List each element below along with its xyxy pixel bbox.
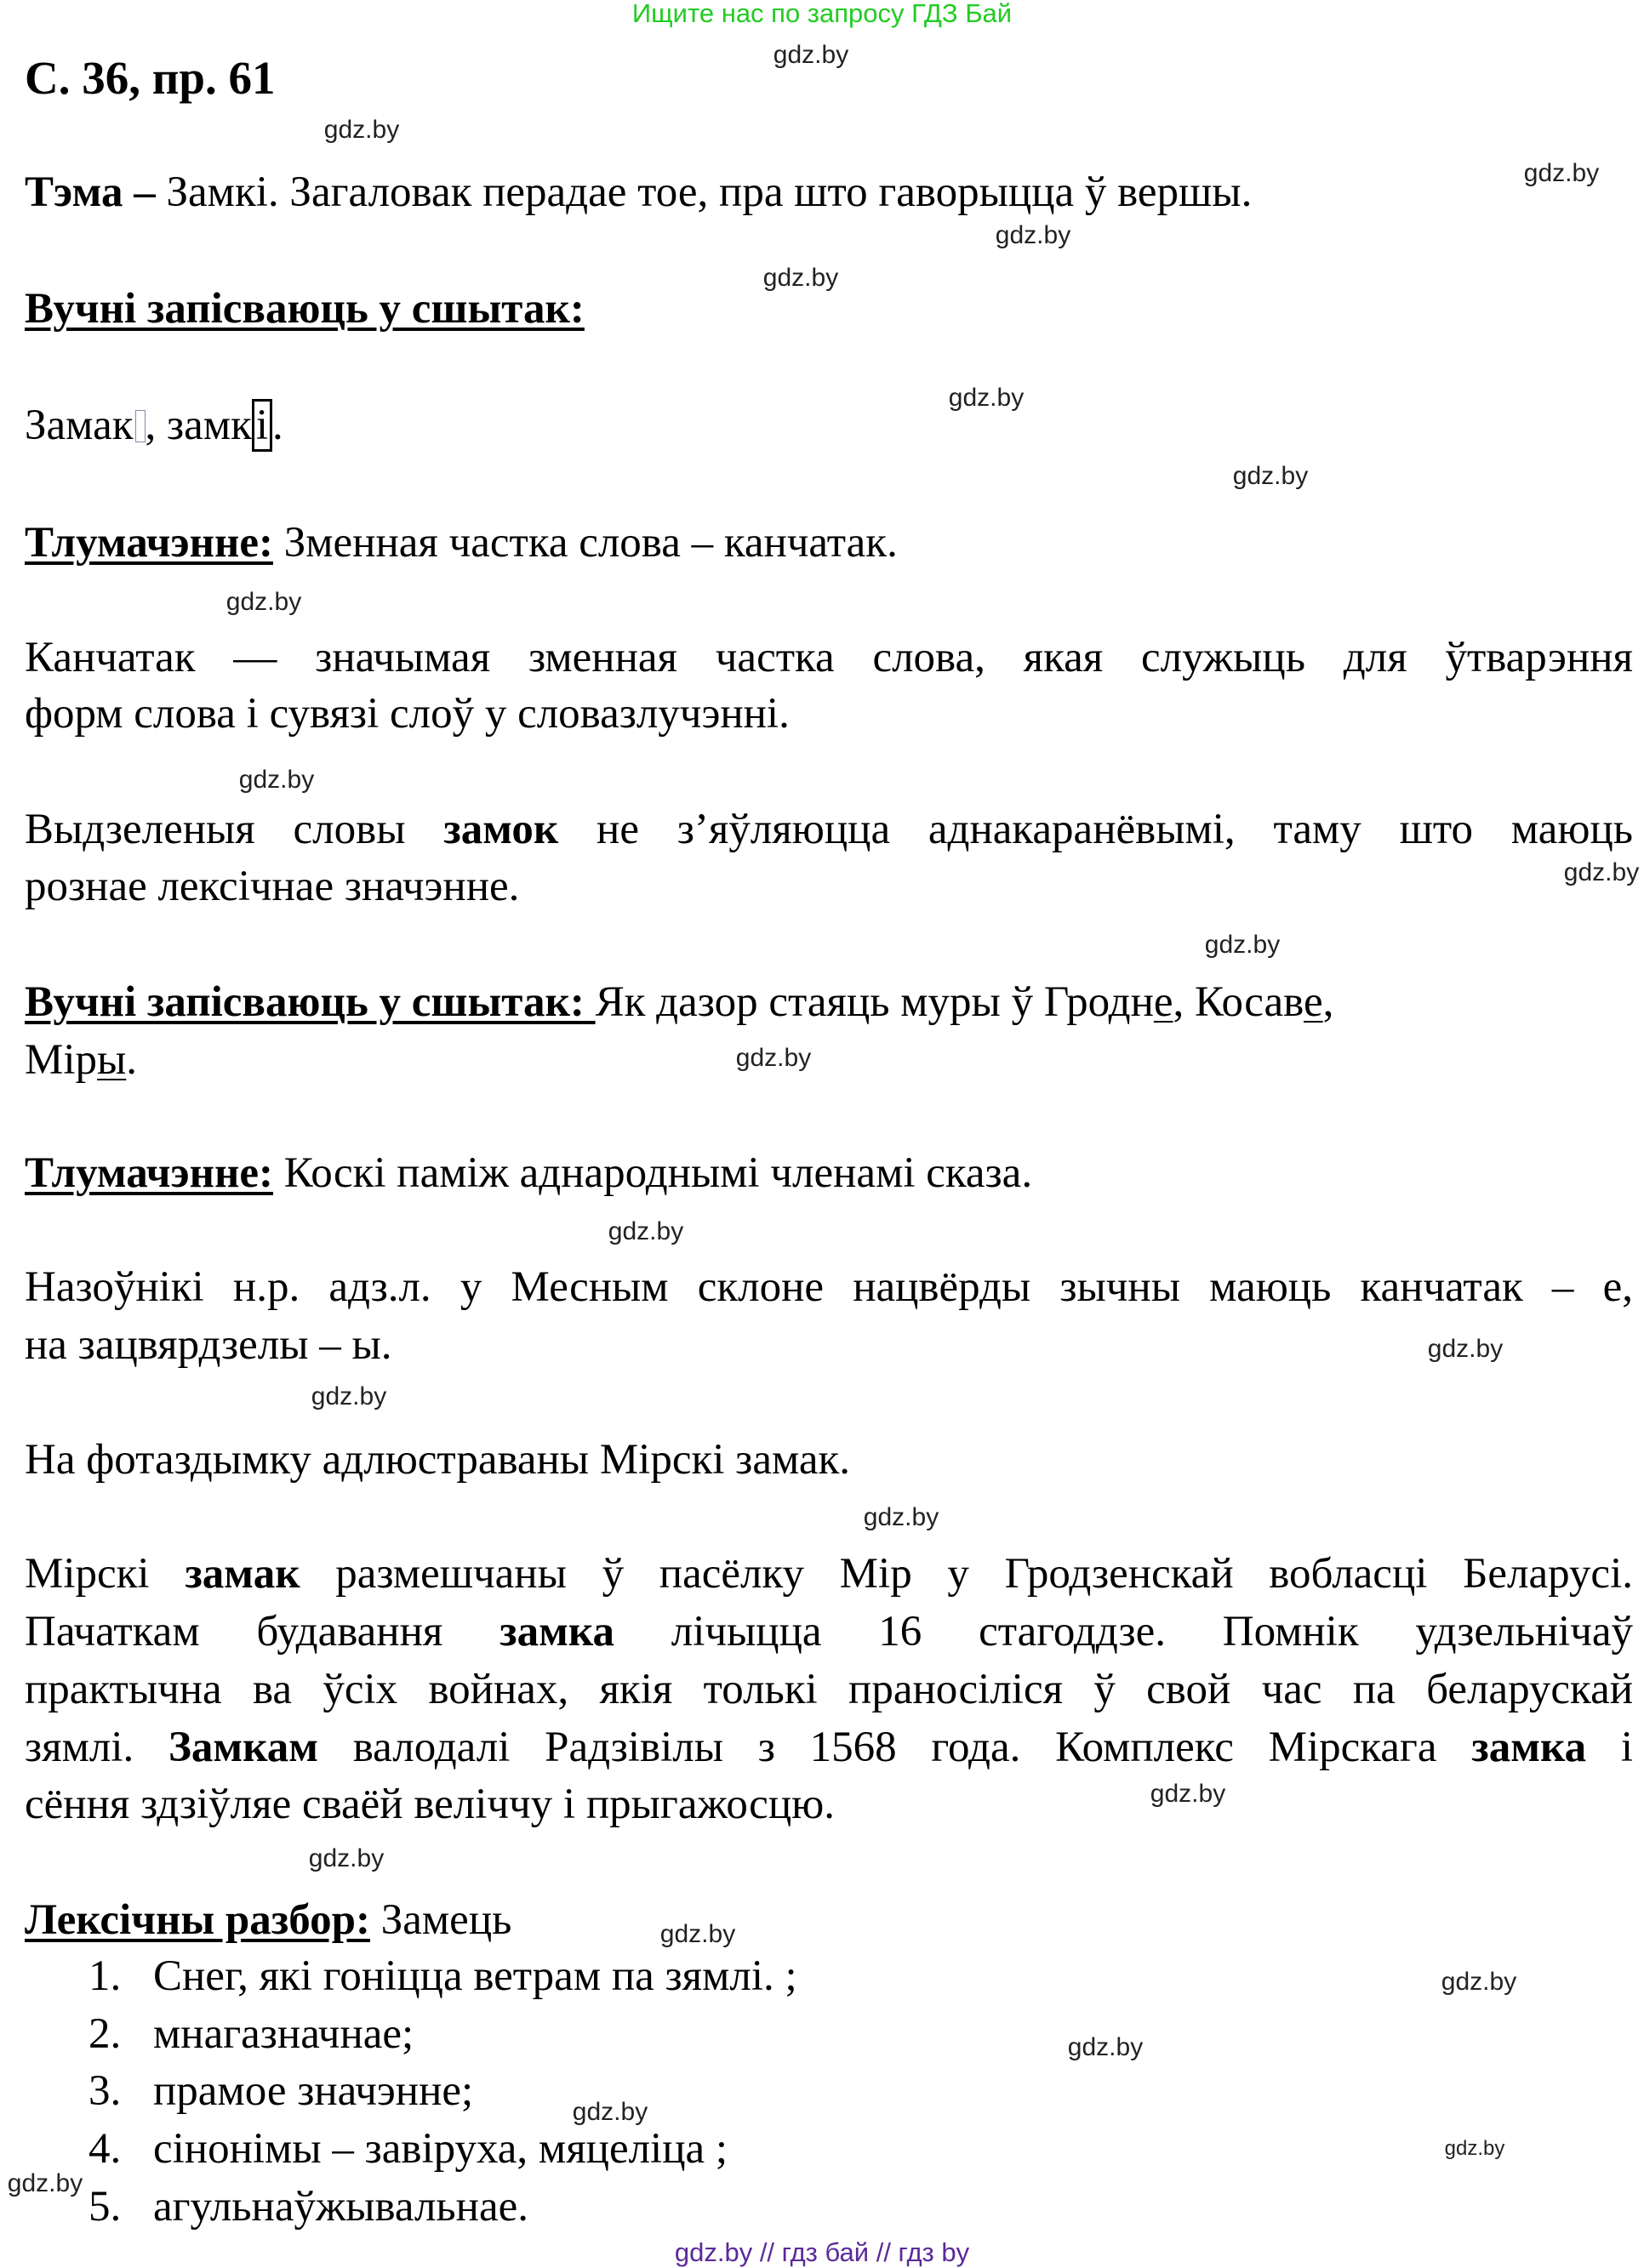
lexical-word: Замець — [369, 1896, 512, 1944]
list-item — [88, 2062, 473, 2120]
watermark: gdz.by — [735, 1044, 812, 1072]
watermark: gdz.by — [1427, 1335, 1504, 1363]
explanation-text: Коскі паміж аднароднымі членамі сказа. — [272, 1149, 1033, 1197]
page-title: С. 36, пр. 61 — [25, 52, 276, 104]
explanation-label: Тлумачэнне: — [25, 519, 273, 567]
watermark: gdz.by — [773, 41, 849, 69]
word-dot: . — [272, 402, 283, 449]
noun-line-1: Назоўнікі н.р. адз.л. у Месным склоне нацвёрды зычны маюць канчатак – е, — [25, 1263, 1633, 1311]
theme-text: Замкі. Загаловак перадае тое, пра што гаворыцца ў вершы. — [155, 168, 1253, 216]
text: зямлі. — [25, 1724, 168, 1771]
text: Як дазор стаяць муры ў Гродн — [595, 978, 1154, 1026]
list-item — [88, 2178, 528, 2236]
lexical-label: Лексічны разбор: — [25, 1896, 370, 1944]
theme-line — [25, 163, 1633, 221]
text: размешчаны ў пасёлку Мір у Гродзенскай вобласці Беларусі. — [300, 1550, 1633, 1598]
list-text: Снег, які гоніцца ветрам па зямлі. ; — [153, 1952, 797, 2000]
bold-word: замка — [499, 1608, 614, 1655]
watermark: gdz.by — [1232, 462, 1309, 490]
text: , — [1322, 978, 1334, 1026]
list-text: прамое значэнне; — [153, 2067, 474, 2115]
watermark: gdz.by — [948, 384, 1025, 412]
watermark: gdz.by — [762, 264, 839, 292]
word-zamak: Замак — [25, 402, 134, 449]
watermark: gdz.by — [311, 1382, 387, 1410]
watermark: gdz.by — [659, 1920, 736, 1948]
mir-line-3: практычна ва ўсіх войнах, якія толькі праносіліся ў свой час па беларускай — [25, 1666, 1633, 1713]
list-item — [88, 2005, 414, 2063]
text: , Косав — [1173, 978, 1304, 1026]
watermark: gdz.by — [995, 221, 1071, 249]
word-zamki: , замк — [145, 402, 252, 449]
highlight-line-2: рознае лексічнае значэнне. — [25, 863, 520, 910]
watermark: gdz.by — [1563, 858, 1640, 886]
watermark: gdz.by — [225, 588, 302, 616]
text: Пачаткам будавання — [25, 1608, 500, 1655]
empty-ending-box — [135, 410, 146, 442]
mir-line-4 — [25, 1718, 1633, 1776]
text: не з’яўляюцца аднакаранёвымі, таму што маюць — [558, 806, 1633, 853]
text: і — [1586, 1724, 1634, 1771]
explanation-label: Тлумачэнне: — [25, 1149, 273, 1197]
watermark: gdz.by — [863, 1503, 939, 1531]
explanation-1 — [25, 514, 1633, 572]
footer-links[interactable]: gdz.by // гдз бай // гдз by — [674, 2237, 970, 2267]
list-item — [88, 1947, 797, 2005]
photo-caption: На фотаздымку адлюстраваны Мірскі замак. — [25, 1436, 851, 1484]
text: лічыцца 16 стагоддзе. Помнік удзельнічаў — [614, 1608, 1634, 1655]
watermark: gdz.by — [7, 2169, 83, 2197]
definition-line-2: форм слова і сувязі слоў у словазлучэнні. — [25, 690, 790, 738]
top-banner-link[interactable]: Ищите нас по запросу ГДЗ Бай — [631, 0, 1013, 28]
heading-notebook-1-text: Вучні запісваюць у сшытак: — [25, 285, 585, 333]
watermark: gdz.by — [1067, 2033, 1144, 2061]
underlined-ending: ы — [97, 1036, 127, 1084]
explanation-text: Зменная частка слова – канчатак. — [272, 519, 898, 567]
watermark: gdz.by — [308, 1844, 385, 1872]
mir-line-1 — [25, 1545, 1633, 1603]
list-text: сінонімы – завіруха, мяцеліца ; — [153, 2125, 728, 2173]
bold-word: замак — [185, 1550, 300, 1598]
heading-notebook-2-label: Вучні запісваюць у сшытак: — [25, 978, 596, 1026]
list-number: 5. — [88, 2183, 122, 2231]
watermark: gdz.by — [323, 116, 400, 144]
watermark: gdz.by — [1523, 159, 1600, 187]
mir-line-2 — [25, 1603, 1633, 1661]
text: Мірскі — [25, 1550, 186, 1598]
list-number: 3. — [88, 2067, 122, 2115]
text: Мір — [25, 1036, 98, 1084]
watermark: gdz.by — [608, 1217, 684, 1245]
heading-notebook-2 — [25, 973, 1633, 1031]
word-forms — [25, 396, 1633, 454]
underlined-ending: е — [1303, 978, 1323, 1026]
mir-line-5: сёння здзіўляе сваёй веліччу і прыгажосцю. — [25, 1781, 835, 1828]
definition-line-1: Канчатак — значымая зменная частка слова, якая служыць для ўтварэння — [25, 634, 1633, 681]
underlined-ending: е — [1153, 978, 1173, 1026]
bold-word: Замкам — [168, 1724, 319, 1771]
text: валодалі Радзівілы з 1568 года. Комплекс Мірскага — [318, 1724, 1472, 1771]
text: Выдзеленыя словы — [25, 806, 444, 853]
highlight-line-1 — [25, 801, 1633, 858]
list-number: 1. — [88, 1952, 122, 2000]
watermark: gdz.by — [572, 2098, 648, 2126]
bold-word: замок — [443, 806, 559, 853]
watermark: gdz.by — [1150, 1780, 1226, 1808]
watermark: gdz.by — [238, 766, 315, 794]
watermark: gdz.by — [1204, 931, 1281, 959]
list-text: агульнаўжывальнае. — [153, 2183, 528, 2231]
list-text: мнагазначнае; — [153, 2010, 414, 2058]
noun-line-2: на зацвярдзелы – ы. — [25, 1321, 392, 1369]
text: . — [126, 1036, 138, 1084]
theme-label: Тэма – — [25, 168, 156, 216]
list-number: 2. — [88, 2010, 122, 2058]
list-item — [88, 2120, 728, 2178]
watermark: gdz.by — [1444, 2137, 1505, 2160]
ending-box: і — [252, 399, 272, 452]
list-number: 4. — [88, 2125, 122, 2173]
lexical-heading — [25, 1891, 1633, 1949]
heading-notebook-2-cont — [25, 1031, 1633, 1089]
watermark: gdz.by — [1441, 1968, 1517, 1996]
bold-word: замка — [1471, 1724, 1587, 1771]
explanation-2 — [25, 1144, 1633, 1202]
